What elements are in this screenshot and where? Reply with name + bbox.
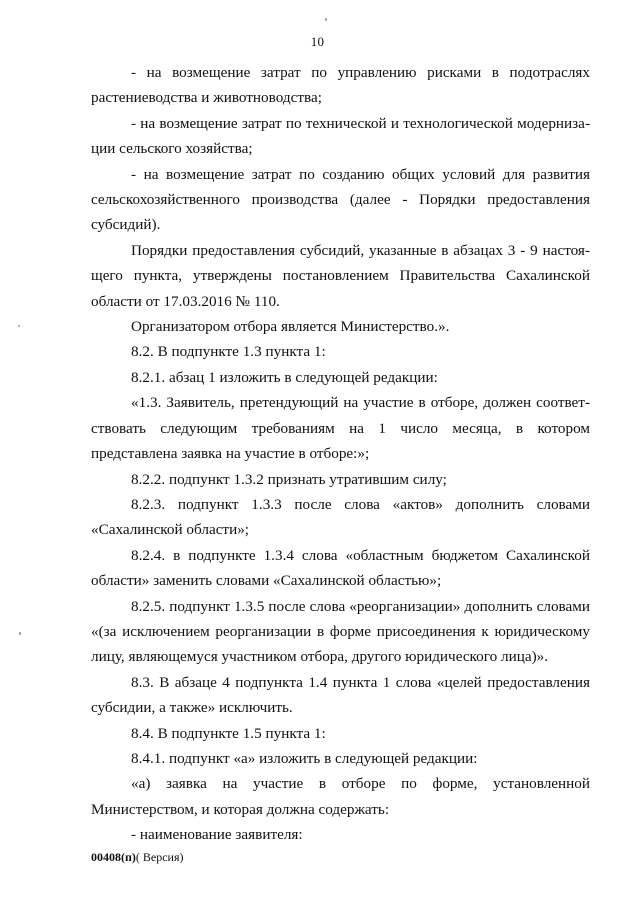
- paragraph: 8.2.3. подпункт 1.3.3 после слова «актов» дополнить словами «Сахалинской области»;: [91, 495, 590, 539]
- paragraph: 8.2.5. подпункт 1.3.5 после слова «реорганизации» дополнить словами «(за исключением реорганизации в форме присоединения к юридическому лицу, являющемуся участником отбора, другого юридического лица)».: [91, 597, 590, 666]
- paragraph: 8.4. В подпункте 1.5 пункта 1:: [131, 724, 326, 742]
- paragraph: «а) заявка на участие в отборе по форме, установленной Министерством, и которая должна содержать:: [91, 775, 590, 818]
- paragraph: 8.2.1. абзац 1 изложить в следующей редакции:: [131, 368, 438, 386]
- document-code: 00408(п): [91, 850, 136, 864]
- paragraph: Порядки предоставления субсидий, указанные в абзацах 3 - 9 настоящего пункта, утверждены постановлением Правительства Сахалинской области от 17.03.2016 № 110.: [91, 241, 590, 310]
- paragraph: «1.3. Заявитель, претендующий на участие в отборе, должен соответствовать следующим требованиям на 1 число месяца, в котором представлена заявка на участие в отборе:»;: [91, 394, 590, 463]
- paragraph: 8.4.1. подпункт «а» изложить в следующей редакции:: [131, 749, 478, 767]
- paragraph: 8.2.2. подпункт 1.3.2 признать утратившим силу;: [131, 470, 447, 488]
- scan-mark: [19, 632, 21, 635]
- document-version: ( Версия): [135, 850, 184, 864]
- paragraph: - наименование заявителя:: [131, 826, 303, 844]
- document-footer: [91, 850, 184, 865]
- paragraph: - на возмещение затрат по технической и технологической модернизации сельского хозяйства;: [91, 114, 590, 158]
- scan-mark: [325, 18, 327, 21]
- paragraph: - на возмещение затрат по созданию общих условий для развития сельскохозяйственного производства (далее - Порядки предоставления субсидий).: [91, 165, 590, 234]
- paragraph: 8.2. В подпункте 1.3 пункта 1:: [131, 343, 326, 361]
- page-number: 10: [310, 34, 325, 49]
- document-body: [91, 60, 590, 848]
- paragraph: 8.2.4. в подпункте 1.3.4 слова «областным бюджетом Сахалинской области» заменить словами «Сахалинской областью»;: [91, 546, 590, 590]
- paragraph: - на возмещение затрат по управлению рисками в подотраслях растениеводства и животноводства;: [91, 64, 590, 107]
- scan-mark: [18, 325, 20, 327]
- paragraph: 8.3. В абзаце 4 подпункта 1.4 пункта 1 слова «целей предоставления субсидии, а также» исключить.: [91, 673, 590, 717]
- paragraph: Организатором отбора является Министерство.».: [131, 318, 450, 336]
